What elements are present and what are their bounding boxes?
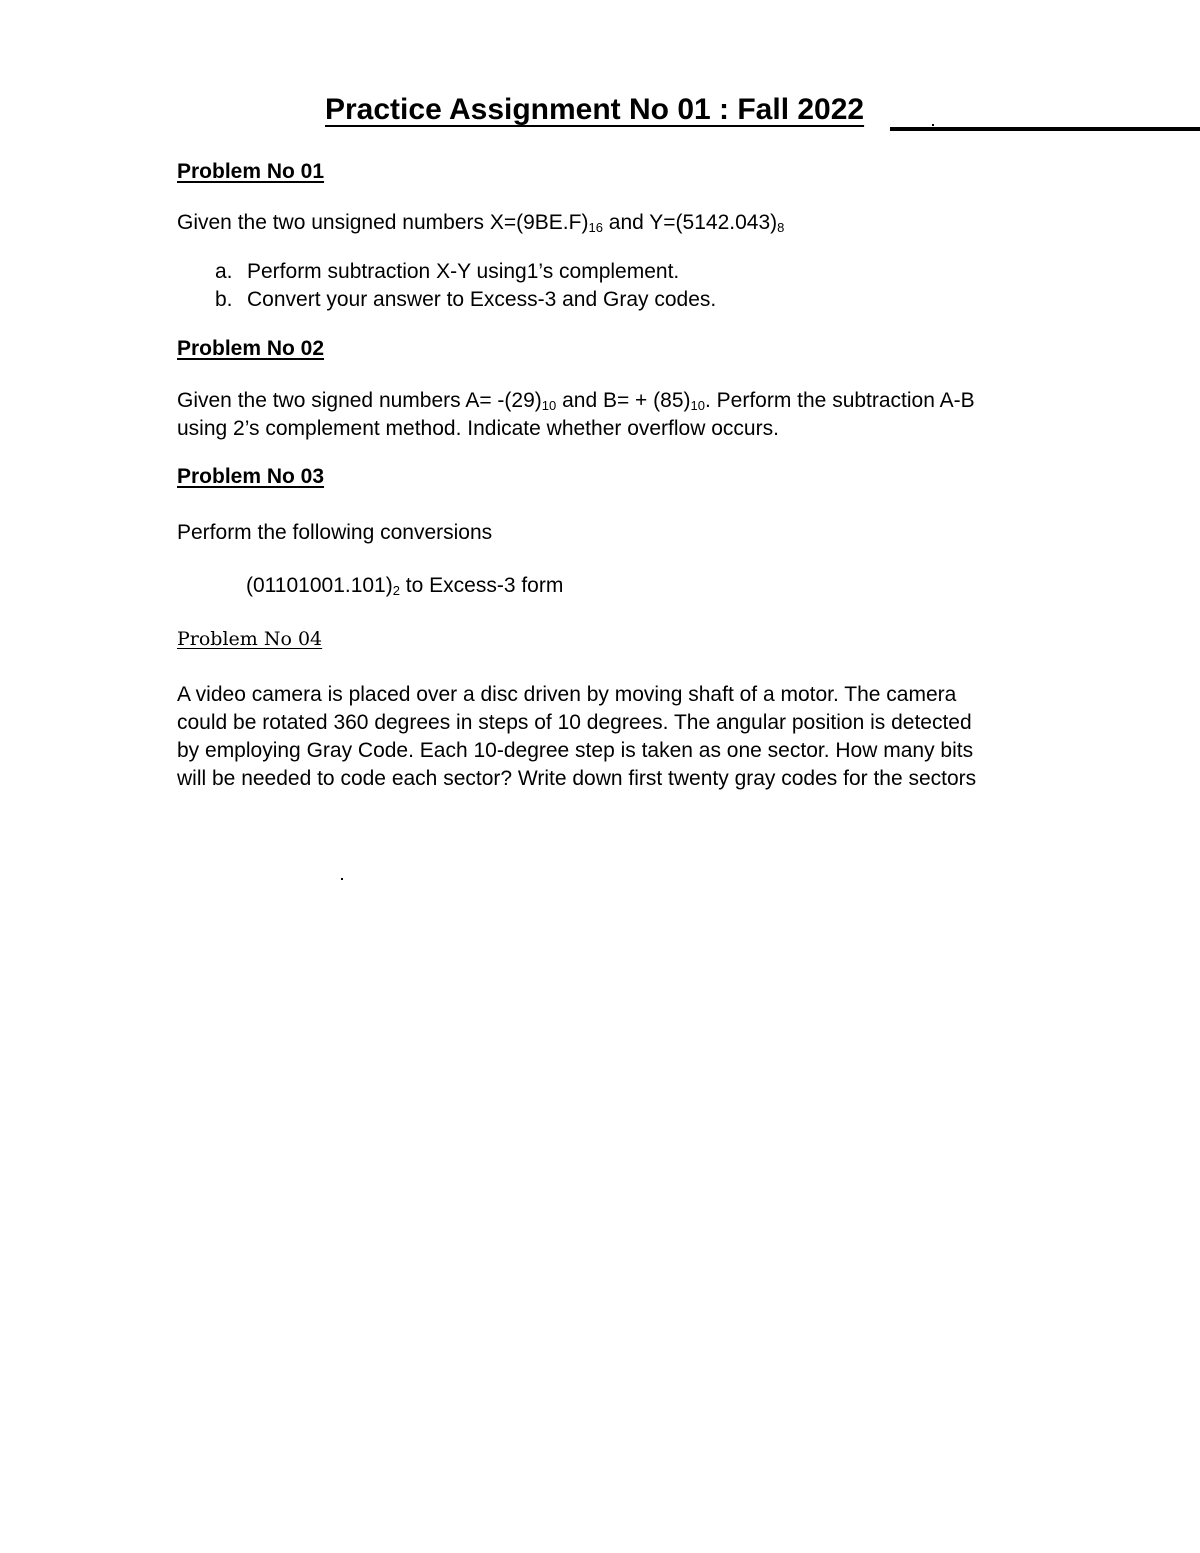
problem-4-line: will be needed to code each sector? Write down first twenty gray codes for the sectors xyxy=(177,767,977,790)
problem-2-line-1 xyxy=(177,387,975,415)
problem-2-line-1-c: . Perform the subtraction A-B xyxy=(704,389,975,412)
problem-2-line-1-b: and B= + (85) xyxy=(556,389,691,412)
problem-1-intro-middle: and Y=(5142.043) xyxy=(602,211,778,234)
title-rule xyxy=(890,127,1200,131)
title-dot xyxy=(932,124,934,126)
problem-4-line: A video camera is placed over a disc driven by moving shaft of a motor. The camera xyxy=(177,683,957,706)
problem-2-line-2: using 2’s complement method. Indicate whether overflow occurs. xyxy=(177,417,779,440)
problem-1-intro-before: Given the two unsigned numbers X=(9BE.F) xyxy=(177,211,589,234)
list-marker: b. xyxy=(215,288,233,311)
conversion-value: (01101001.101) xyxy=(246,574,393,597)
list-item xyxy=(215,286,716,314)
a-base: 10 xyxy=(541,398,557,413)
problem-2-heading: Problem No 02 xyxy=(177,337,325,360)
problem-2-text xyxy=(177,387,975,443)
problem-2-line-1-a: Given the two signed numbers A= -(29) xyxy=(177,389,542,412)
problem-4-heading: Problem No 04 xyxy=(177,628,323,650)
conversion-base: 2 xyxy=(392,583,400,598)
y-base: 8 xyxy=(777,220,785,235)
b-base: 10 xyxy=(690,398,705,413)
problem-1-list xyxy=(215,258,716,314)
x-base: 16 xyxy=(588,220,603,235)
problem-3-heading: Problem No 03 xyxy=(177,465,325,488)
list-item xyxy=(215,258,716,286)
conversion-rest: to Excess-3 form xyxy=(399,574,564,597)
list-marker: a. xyxy=(215,260,233,283)
problem-3-intro: Perform the following conversions xyxy=(177,521,493,544)
stray-dot xyxy=(341,878,343,880)
problem-3-conversion xyxy=(246,574,563,598)
problem-1-intro xyxy=(177,209,784,237)
list-item-text: Perform subtraction X-Y using1’s complement. xyxy=(247,260,680,283)
problem-4-text xyxy=(177,681,976,793)
problem-4-line: could be rotated 360 degrees in steps of 10 degrees. The angular position is detected xyxy=(177,711,972,734)
problem-1-heading: Problem No 01 xyxy=(177,160,325,183)
page-title: Practice Assignment No 01 : Fall 2022 xyxy=(325,93,865,126)
problem-4-line: by employing Gray Code. Each 10-degree step is taken as one sector. How many bits xyxy=(177,739,974,762)
list-item-text: Convert your answer to Excess-3 and Gray codes. xyxy=(247,288,717,311)
